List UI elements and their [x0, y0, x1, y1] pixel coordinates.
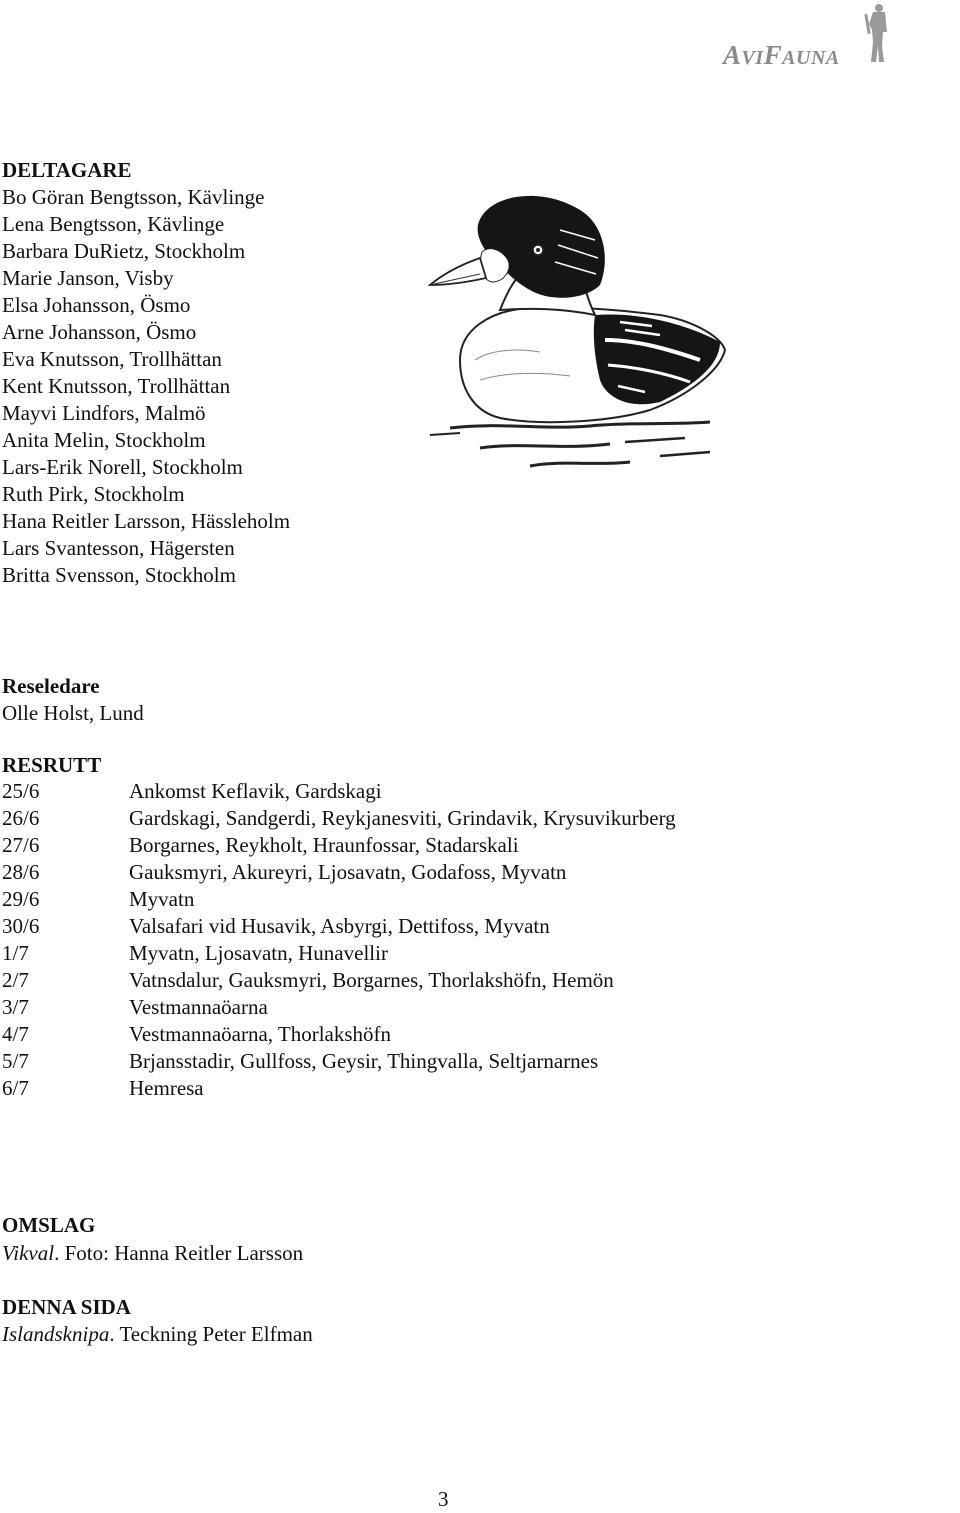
route-date: 25/6	[2, 779, 40, 803]
route-date: 29/6	[2, 887, 40, 911]
cover-credit-line	[2, 1240, 303, 1267]
logo-wordmark: AVIFAUNA	[723, 40, 840, 70]
leader-name: Olle Holst, Lund	[2, 701, 144, 725]
this-page-heading: DENNA SIDA	[2, 1295, 131, 1319]
leader-heading: Reseledare	[2, 674, 100, 698]
cover-heading: OMSLAG	[2, 1213, 96, 1237]
participant-item: Lena Bengtsson, Kävlinge	[2, 212, 225, 236]
route-places: Hemresa	[129, 1076, 204, 1100]
participant-item: Barbara DuRietz, Stockholm	[2, 239, 246, 263]
route-places: Gardskagi, Sandgerdi, Reykjanesviti, Grindavik, Krysuvikurberg	[129, 806, 676, 830]
participant-item: Mayvi Lindfors, Malmö	[2, 401, 206, 425]
this-page-credit-line	[2, 1321, 313, 1348]
route-places: Gauksmyri, Akureyri, Ljosavatn, Godafoss, Myvatn	[129, 860, 567, 884]
participant-item: Ruth Pirk, Stockholm	[2, 482, 185, 506]
participants-heading: DELTAGARE	[2, 158, 132, 182]
this-page-credit: . Teckning Peter Elfman	[109, 1322, 313, 1346]
route-date: 2/7	[2, 968, 29, 992]
route-date: 27/6	[2, 833, 40, 857]
route-date: 4/7	[2, 1022, 29, 1046]
participant-item: Eva Knutsson, Trollhättan	[2, 347, 222, 371]
participant-item: Lars-Erik Norell, Stockholm	[2, 455, 243, 479]
route-date: 26/6	[2, 806, 40, 830]
this-page-species: Islandsknipa	[2, 1322, 110, 1346]
route-date: 5/7	[2, 1049, 29, 1073]
route-places: Myvatn, Ljosavatn, Hunavellir	[129, 941, 388, 965]
participant-item: Hana Reitler Larsson, Hässleholm	[2, 509, 291, 533]
goldeneye-duck-drawing	[420, 190, 740, 510]
route-places: Vestmannaöarna	[129, 995, 268, 1019]
participant-item: Kent Knutsson, Trollhättan	[2, 374, 231, 398]
cover-species: Vikval	[2, 1241, 55, 1265]
route-date: 28/6	[2, 860, 40, 884]
participant-item: Bo Göran Bengtsson, Kävlinge	[2, 185, 265, 209]
route-heading: RESRUTT	[2, 753, 102, 777]
route-places: Brjansstadir, Gullfoss, Geysir, Thingvalla, Seltjarnarnes	[129, 1049, 599, 1073]
page-number: 3	[438, 1487, 449, 1511]
route-places: Valsafari vid Husavik, Asbyrgi, Dettifoss, Myvatn	[129, 914, 550, 938]
participant-item: Arne Johansson, Ösmo	[2, 320, 197, 344]
route-places: Vatnsdalur, Gauksmyri, Borgarnes, Thorlakshöfn, Hemön	[129, 968, 614, 992]
route-places: Myvatn	[129, 887, 195, 911]
participant-item: Britta Svensson, Stockholm	[2, 563, 236, 587]
participant-item: Marie Janson, Visby	[2, 266, 174, 290]
route-places: Borgarnes, Reykholt, Hraunfossar, Stadarskali	[129, 833, 519, 857]
route-date: 1/7	[2, 941, 29, 965]
route-places: Ankomst Keflavik, Gardskagi	[129, 779, 382, 803]
cover-credit: . Foto: Hanna Reitler Larsson	[54, 1241, 304, 1265]
route-places: Vestmannaöarna, Thorlakshöfn	[129, 1022, 392, 1046]
hiker-logo-icon	[862, 2, 894, 64]
route-date: 30/6	[2, 914, 40, 938]
route-date: 6/7	[2, 1076, 29, 1100]
participant-item: Elsa Johansson, Ösmo	[2, 293, 191, 317]
participant-item: Lars Svantesson, Hägersten	[2, 536, 235, 560]
participant-item: Anita Melin, Stockholm	[2, 428, 206, 452]
route-date: 3/7	[2, 995, 29, 1019]
participants-list	[2, 184, 290, 589]
